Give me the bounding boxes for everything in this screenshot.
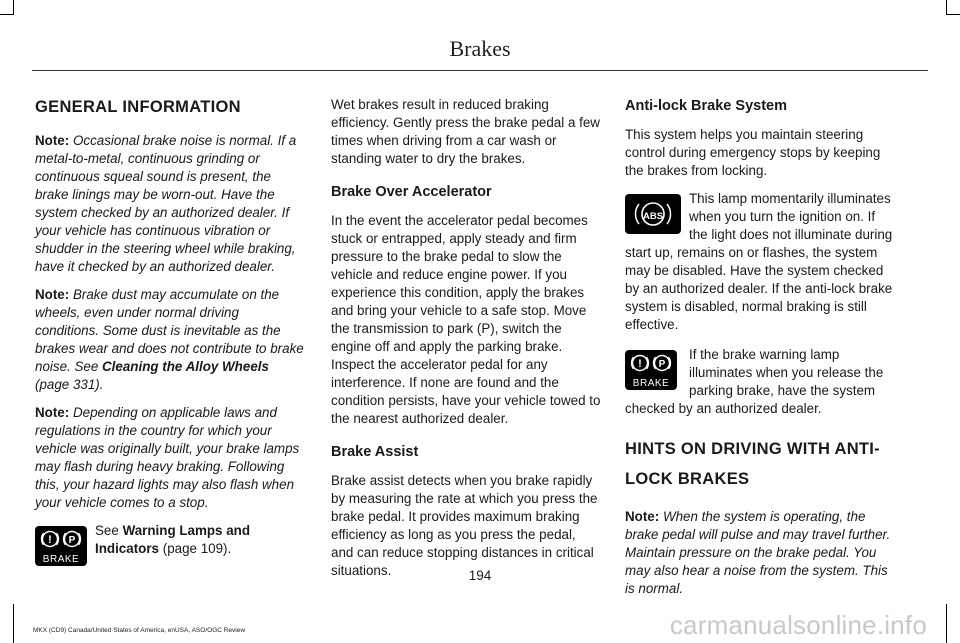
crop-mark <box>13 0 14 14</box>
note-label: Note: <box>35 405 70 420</box>
brake-icon-label: BRAKE <box>632 378 670 389</box>
page-reference: (page 331). <box>35 377 104 392</box>
note-label: Note: <box>625 509 660 524</box>
cross-reference-link[interactable]: Warning Lamps and Indicators <box>95 523 251 556</box>
note-paragraph <box>625 508 895 598</box>
subsection-heading: Brake Over Accelerator <box>331 184 492 200</box>
brake-icon-label: BRAKE <box>42 554 80 565</box>
paragraph: Brake assist detects when you brake rapidly by measuring the rate at which you press the brake pedal. It provides maximum braking efficiency as long as you press the pedal, and can reduce stopping distances in critical situations. <box>331 473 598 578</box>
note-text: Occasional brake noise is normal. If a metal-to-metal, continuous grinding or continuous squeal sound is present, the brake linings may be worn-out. Have the system checked by an authorized dealer. If your vehicle has continuous vibration or shudder in the steering wheel while braking, have it checked by an authorized dealer. <box>35 133 297 274</box>
crop-mark <box>0 14 14 15</box>
watermark: carmanualsonline.info <box>669 610 927 640</box>
see-reference-row <box>35 522 305 566</box>
section-heading: GENERAL INFORMATION <box>35 98 241 116</box>
note-label: Note: <box>35 287 70 302</box>
column-3 <box>625 96 895 608</box>
svg-text:!: ! <box>48 534 52 546</box>
crop-mark <box>946 604 947 643</box>
column-1 <box>35 96 305 566</box>
svg-text:P: P <box>68 535 76 546</box>
crop-mark <box>946 0 947 14</box>
abs-warning-icon <box>625 194 681 234</box>
subsection-heading: Anti-lock Brake System <box>625 98 787 114</box>
brake-lamp-text: If the brake warning lamp illuminates when you release the parking brake, have the system checked by an authorized dealer. <box>625 347 884 416</box>
note-paragraph <box>35 132 305 276</box>
subsection-heading: Brake Assist <box>331 444 419 460</box>
cross-reference-link[interactable]: Cleaning the Alloy Wheels <box>102 359 269 374</box>
abs-lamp-text: This lamp momentarily illuminates when you turn the ignition on. If the light does not illuminate during start up, remains on or flashes, the system may be disabled. Have the system checked by an authorized dealer. If the anti-lock brake system is disabled, normal braking is still effective. <box>625 191 893 332</box>
column-2 <box>331 96 601 590</box>
brake-lamp-paragraph <box>625 346 895 418</box>
svg-text:!: ! <box>638 358 642 370</box>
note-text: Brake dust may accumulate on the wheels, even under normal driving conditions. Some dust is inevitable as the brakes wear and does not contribute to brake noise. See <box>35 287 304 374</box>
paragraph: In the event the accelerator pedal becomes stuck or entrapped, apply steady and firm pressure to the brake pedal to slow the vehicle and reduce engine power. If you experience this condition, apply the brakes and bring your vehicle to a safe stop. Move the transmission to park (P), switch the engine off and apply the parking brake. Inspect the accelerator pedal for any interference. If none are found and the condition persists, have your vehicle towed to the nearest authorized dealer. <box>331 213 601 426</box>
brake-warning-icon <box>625 350 677 390</box>
section-heading: HINTS ON DRIVING WITH ANTI-LOCK BRAKES <box>625 440 880 488</box>
see-text: See <box>95 523 119 538</box>
note-paragraph <box>35 286 305 394</box>
svg-text:P: P <box>658 359 666 370</box>
brake-warning-icon <box>35 526 87 566</box>
paragraph: Wet brakes result in reduced braking efficiency. Gently press the brake pedal a few times when driving from a car wash or standing water to dry the brakes. <box>331 97 600 166</box>
note-label: Note: <box>35 133 70 148</box>
crop-mark <box>946 14 960 15</box>
page-number: 194 <box>468 568 492 583</box>
abs-icon-label: ABS <box>642 211 664 222</box>
abs-lamp-paragraph <box>625 190 895 334</box>
note-text: Depending on applicable laws and regulations in the country for which your vehicle was originally built, your brake lamps may flash during heavy braking. Following this, your hazard lights may also flash when your vehicle comes to a stop. <box>35 405 300 510</box>
page-reference: (page 109). <box>162 541 232 556</box>
document-info: MKX (CD9) Canada/United States of America, enUSA, ASO/OGC Review <box>33 627 246 634</box>
note-paragraph <box>35 404 305 512</box>
header-rule <box>32 70 928 71</box>
crop-mark <box>13 604 14 643</box>
paragraph: This system helps you maintain steering control during emergency stops by keeping the brakes from locking. <box>625 127 881 178</box>
note-text: When the system is operating, the brake pedal will pulse and may travel further. Maintain pressure on the brake pedal. You may also hear a noise from the system. This is normal. <box>625 509 891 596</box>
chapter-title: Brakes <box>449 36 511 61</box>
